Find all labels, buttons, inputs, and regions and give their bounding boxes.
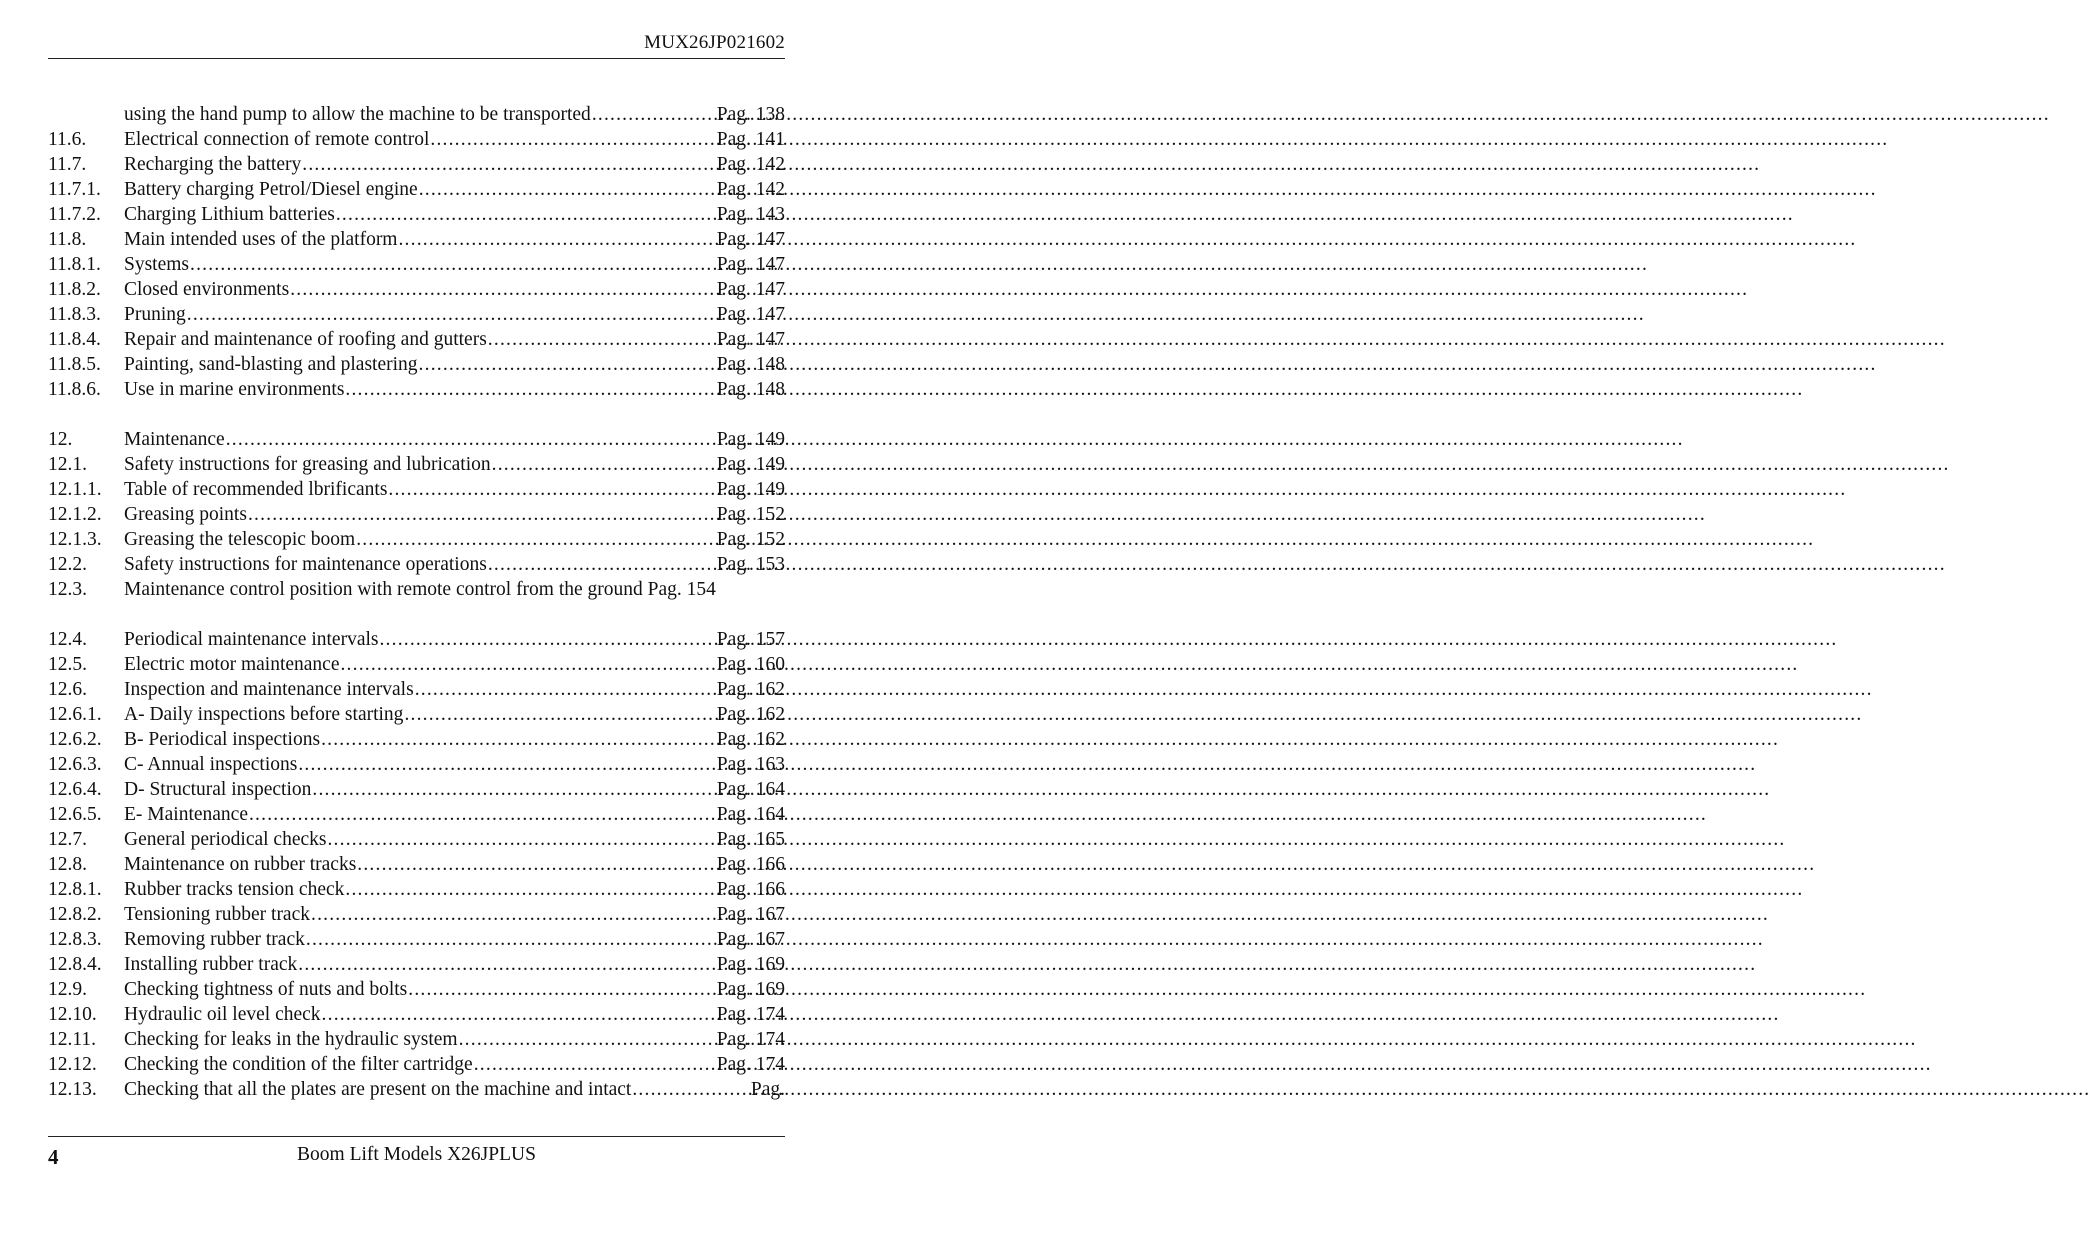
toc-entry-title: Checking for leaks in the hydraulic system [124,1029,458,1050]
toc-entry-number: 12.6.2. [48,729,102,750]
toc-leader-dots [388,477,715,502]
toc-entry-number: 12.6. [48,679,87,700]
document-code: MUX26JP021602 [644,32,785,53]
toc-entry-title: Rubber tracks tension check [124,879,345,900]
toc-entry-page: Pag. 148 [716,354,785,375]
toc-leader-dots [290,277,716,302]
toc-entry[interactable] [48,427,785,452]
toc-entry-number: 12.2. [48,554,87,575]
toc-entry-title: Greasing the telescopic boom [124,529,356,550]
toc-entry-number: 12. [48,429,73,450]
toc-entry-title: Installing rubber track [124,954,298,975]
toc-entry[interactable] [48,827,785,852]
toc-entry-number: 11.6. [48,129,87,150]
toc-entry-title: Checking that all the plates are present on the machine and intact [124,1079,632,1100]
toc-entry-number: 12.5. [48,654,87,675]
toc-entry-title: Electrical connection of remote control [124,129,430,150]
toc-leader-dots [459,1027,716,1052]
toc-entry-page: Pag. 174 [716,1004,785,1025]
toc-entry-page: Pag. 167 [716,929,785,950]
toc-entry-title: Safety instructions for greasing and lubrication [124,454,491,475]
toc-entry[interactable] [48,152,785,177]
toc-entry-number: 12.12. [48,1054,97,1075]
toc-leader-dots [306,927,716,952]
toc-entry-title: Charging Lithium batteries [124,204,335,225]
toc-entry-number: 12.10. [48,1004,97,1025]
toc-entry-page: Pag. 147 [716,279,785,300]
toc-leader-dots [357,852,715,877]
toc-entry-page: Pag. 147 [716,304,785,325]
toc-entry-page: Pag. 166 [716,879,785,900]
toc-entry-number: 12.6.3. [48,754,102,775]
toc-leader-dots [226,427,716,452]
toc-entry-title: C- Annual inspections [124,754,298,775]
toc-entry-page: Pag. 149 [716,454,785,475]
toc-entry-page: Pag. 147 [716,329,785,350]
toc-entry-page: Pag. 160 [716,654,785,675]
toc-entry-title: Table of recommended lbrificants [124,479,388,500]
toc-entry-number: 12.7. [48,829,87,850]
toc-entry-title: Removing rubber track [124,929,305,950]
toc-leader-dots [311,902,716,927]
toc-entry[interactable] [48,752,785,777]
toc-entry-page: Pag. 149 [716,479,785,500]
toc-entry-title: Hydraulic oil level check [124,1004,321,1025]
toc-entry[interactable] [48,277,785,302]
toc-entry-number: 12.1.2. [48,504,102,525]
toc-entry-number: 12.6.5. [48,804,102,825]
toc-entry[interactable] [48,502,785,527]
toc-entry[interactable] [48,777,785,802]
toc-entry-page: Pag. 147 [716,229,785,250]
toc-entry[interactable] [48,1027,785,1052]
toc-entry-title: Checking tightness of nuts and bolts [124,979,408,1000]
toc-leader-dots [190,252,716,277]
toc-leader-dots [322,1002,716,1027]
toc-entry-page: Pag. 174 [716,1029,785,1050]
toc-entry-number: 11.8.2. [48,279,101,300]
toc-entry-title: Pruning [124,304,186,325]
toc-entry-page: Pag. 162 [716,679,785,700]
toc-entry-number: 12.13. [48,1079,97,1100]
toc-entry-page: Pag. 164 [716,804,785,825]
toc-entry-number: 11.8.5. [48,354,101,375]
toc-leader-dots [419,177,716,202]
toc-entry-number: 12.9. [48,979,87,1000]
page-footer [48,1136,785,1177]
toc-entry-number: 11.8.6. [48,379,101,400]
toc-entry-title: Safety instructions for maintenance operations [124,554,487,575]
toc-leader-dots [419,352,716,377]
toc-entry-title: Repair and maintenance of roofing and gutters [124,329,487,350]
toc-leader-dots [379,627,715,652]
toc-entry[interactable] [48,202,785,227]
toc-entry[interactable] [48,302,785,327]
toc-entry[interactable] [48,677,785,702]
toc-entry[interactable] [48,177,785,202]
toc-leader-dots [398,227,715,252]
toc-leader-dots [249,802,716,827]
toc-entry-title: Use in marine environments [124,379,345,400]
toc-entry-number: 12.6.4. [48,779,102,800]
toc-entry-number: 12.8.4. [48,954,102,975]
toc-leader-dots [592,102,716,127]
toc-entry-title: using the hand pump to allow the machine to be transported [124,104,591,125]
toc-entry-number: 12.3. [48,579,87,600]
toc-entry-title: Main intended uses of the platform [124,229,398,250]
toc-entry-number: 11.8.4. [48,329,101,350]
toc-leader-dots [327,827,715,852]
toc-entry-page: Pag. 157 [716,629,785,650]
toc-entry-title: B- Periodical inspections [124,729,321,750]
toc-entry-title: Tensioning rubber track [124,904,310,925]
toc-entry-number: 12.8.1. [48,879,102,900]
toc-entry[interactable] [48,727,785,752]
page-number: 4 [48,1145,59,1169]
toc-leader-dots [415,677,716,702]
toc-entry-page: Pag. [750,1079,785,1100]
toc-entry-title: Inspection and maintenance intervals [124,679,414,700]
toc-leader-dots [298,952,715,977]
toc-entry[interactable] [48,377,785,402]
toc-entry-page: Pag. 152 [716,529,785,550]
toc-entry[interactable] [48,652,785,677]
toc-leader-dots [312,777,715,802]
toc-entry-number: 12.6.1. [48,704,102,725]
page-header [48,30,785,59]
toc-entry-title: Battery charging Petrol/Diesel engine [124,179,418,200]
toc-leader-dots [430,127,715,152]
toc-entry[interactable] [48,702,785,727]
toc-entry[interactable] [48,527,785,552]
toc-entry[interactable] [48,1052,785,1077]
toc-entry-page: Pag. 162 [716,704,785,725]
toc-entry[interactable] [48,802,785,827]
toc-leader-dots [302,152,716,177]
toc-entry-page: Pag. 148 [716,379,785,400]
toc-entry[interactable] [48,952,785,977]
toc-entry-page: Pag. 153 [716,554,785,575]
toc-entry[interactable] [48,627,785,652]
toc-entry-page: Pag. 169 [716,979,785,1000]
toc-entry-title: Periodical maintenance intervals [124,629,379,650]
toc-entry-page: Pag. 141 [716,129,785,150]
toc-entry-number: 12.4. [48,629,87,650]
toc-entry-number: 12.11. [48,1029,97,1050]
toc-entry[interactable] [48,927,785,952]
toc-entry-number: 11.8.3. [48,304,101,325]
toc-entry-title: A- Daily inspections before starting [124,704,404,725]
toc-entry[interactable] [48,1077,785,1102]
toc-entry[interactable] [48,577,785,627]
toc-entry-number: 11.7.1. [48,179,101,200]
toc-leader-dots [488,327,716,352]
toc-leader-dots [492,452,716,477]
toc-leader-dots [404,702,715,727]
table-of-contents [48,102,785,1102]
toc-leader-dots [336,202,716,227]
toc-leader-dots [356,527,716,552]
toc-entry-page: Pag. 162 [716,729,785,750]
toc-entry-title: Maintenance on rubber tracks [124,854,357,875]
toc-entry-title: E- Maintenance [124,804,248,825]
toc-entry-page: Pag. 147 [716,254,785,275]
toc-entry[interactable] [48,327,785,352]
toc-entry-number: 12.8.3. [48,929,102,950]
toc-entry-title: Maintenance control position with remote control from the ground Pag. 154 [124,579,716,600]
toc-entry-title: Checking the condition of the filter cartridge [124,1054,473,1075]
toc-entry-title: D- Structural inspection [124,779,312,800]
toc-leader-dots [345,377,715,402]
toc-entry-page: Pag. 138 [716,104,785,125]
toc-leader-dots [474,1052,716,1077]
toc-entry-page: Pag. 143 [716,204,785,225]
toc-entry[interactable] [48,1002,785,1027]
toc-entry[interactable] [48,902,785,927]
toc-entry[interactable] [48,452,785,477]
toc-entry-page: Pag. 167 [716,904,785,925]
toc-entry[interactable] [48,877,785,902]
toc-entry-number: 11.8.1. [48,254,101,275]
toc-entry-number: 12.1.3. [48,529,102,550]
toc-entry-number: 11.7.2. [48,204,101,225]
toc-leader-dots [321,727,716,752]
toc-entry-title: Maintenance [124,429,225,450]
toc-leader-dots [408,977,715,1002]
toc-entry-page: Pag. 152 [716,504,785,525]
toc-entry-number: 12.8.2. [48,904,102,925]
toc-entry-title: Painting, sand-blasting and plastering [124,354,418,375]
toc-leader-dots [340,652,715,677]
toc-entry-number: 12.1.1. [48,479,102,500]
toc-leader-dots [488,552,716,577]
toc-entry-page: Pag. 142 [716,154,785,175]
toc-entry-page: Pag. 164 [716,779,785,800]
toc-entry-number: 12.8. [48,854,87,875]
toc-leader-dots [187,302,716,327]
toc-entry[interactable] [48,252,785,277]
toc-entry-title: Greasing points [124,504,247,525]
toc-entry-page: Pag. 149 [716,429,785,450]
footer-title: Boom Lift Models X26JPLUS [297,1144,536,1165]
toc-entry-title: Recharging the battery [124,154,302,175]
toc-leader-dots [248,502,716,527]
toc-entry-page: Pag. 169 [716,954,785,975]
toc-entry[interactable] [48,552,785,577]
toc-entry-title: Closed environments [124,279,290,300]
toc-entry-title: Systems [124,254,190,275]
toc-entry[interactable] [48,227,785,252]
toc-leader-dots [632,1077,750,1102]
toc-entry-page: Pag. 165 [716,829,785,850]
toc-entry[interactable] [48,127,785,152]
toc-entry-number: 11.7. [48,154,87,175]
toc-entry-number: 11.8. [48,229,87,250]
toc-entry-page: Pag. 163 [716,754,785,775]
toc-leader-dots [298,752,715,777]
toc-entry-number: 12.1. [48,454,87,475]
toc-entry[interactable] [48,352,785,377]
toc-entry[interactable] [48,977,785,1002]
toc-entry[interactable] [48,102,785,127]
toc-entry[interactable] [48,477,785,502]
toc-leader-dots [345,877,715,902]
toc-entry-title: General periodical checks [124,829,327,850]
toc-entry-page: Pag. 166 [716,854,785,875]
toc-entry-page: Pag. 174 [716,1054,785,1075]
toc-entry[interactable] [48,852,785,877]
toc-entry-title: Electric motor maintenance [124,654,340,675]
toc-entry-page: Pag. 142 [716,179,785,200]
